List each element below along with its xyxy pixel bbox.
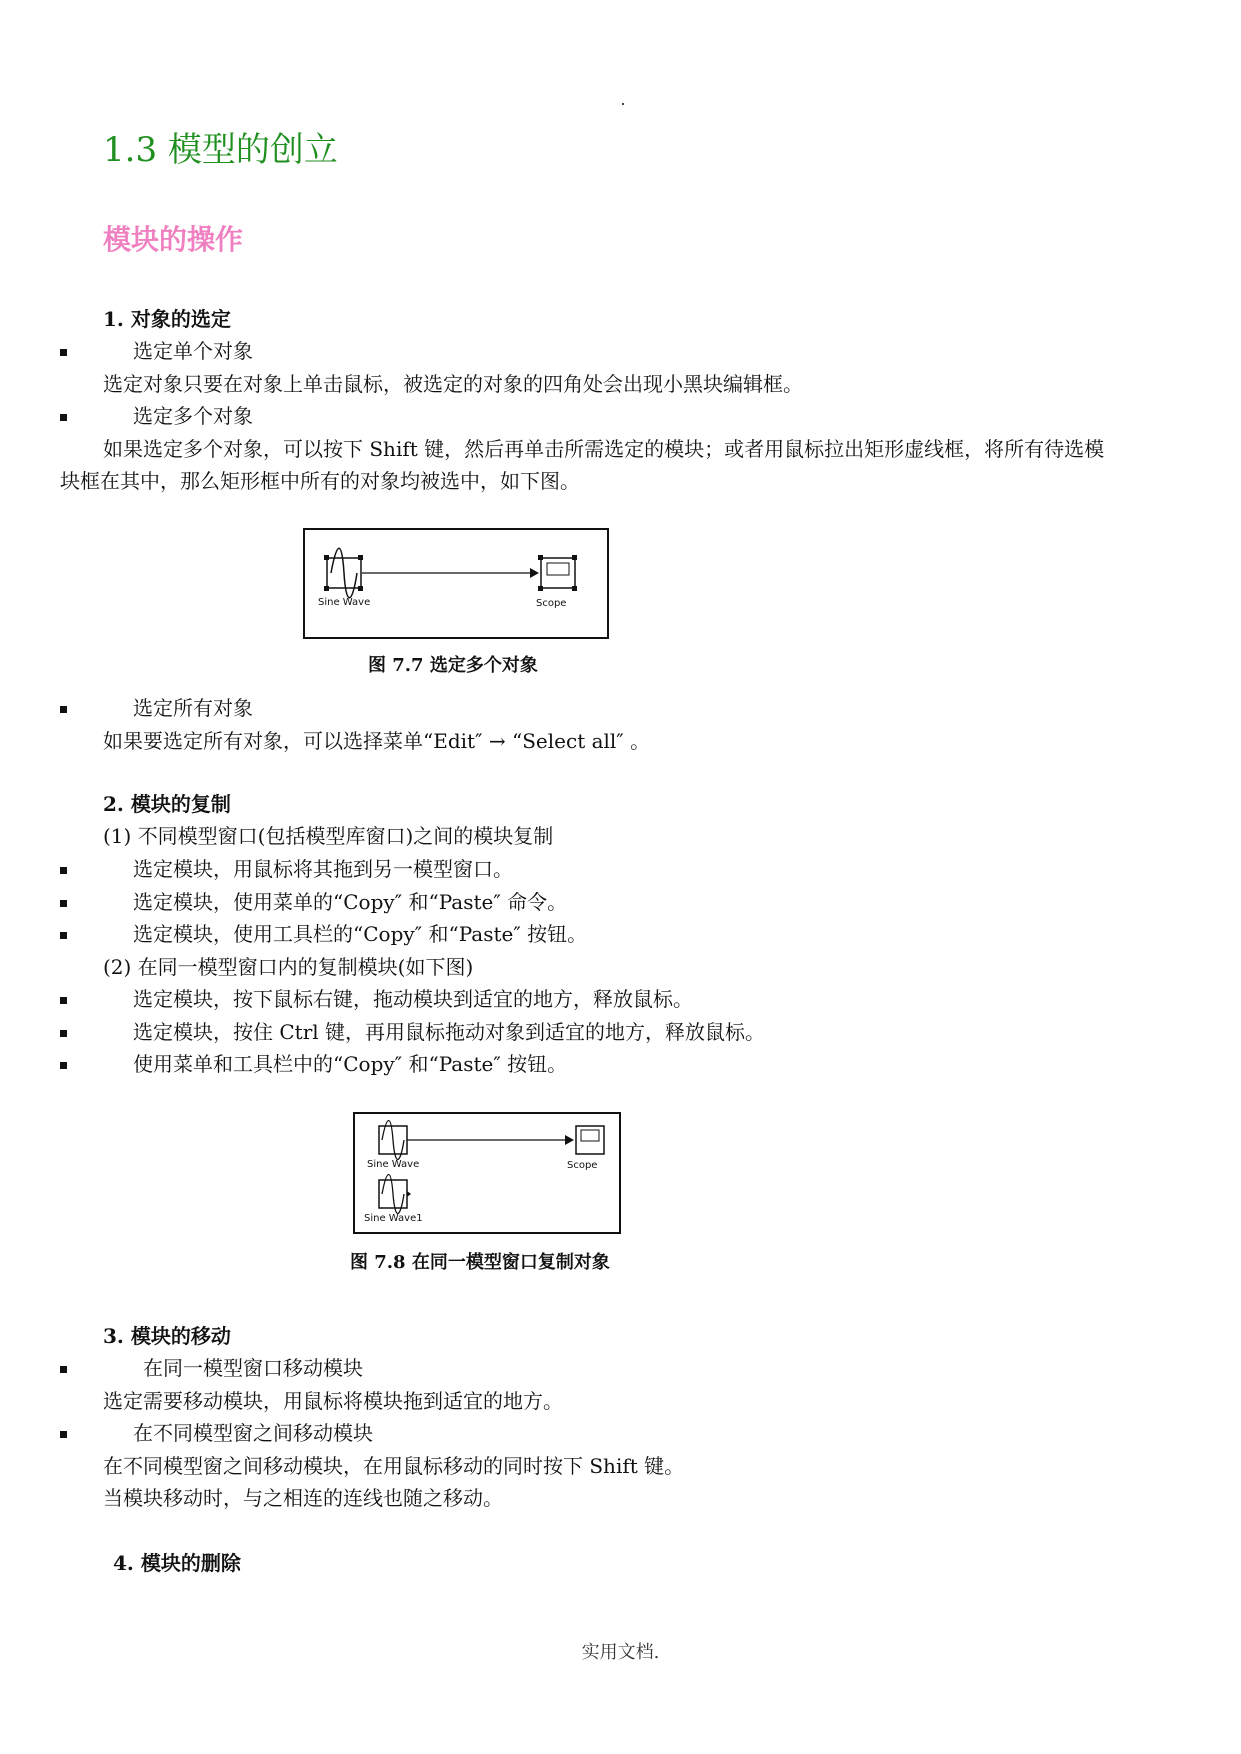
s2-title: 2. 模块的复制 <box>103 792 231 816</box>
bullet-icon <box>60 1366 67 1373</box>
header-dot <box>622 103 624 105</box>
s3-bullet-1: 在同一模型窗口移动模块 <box>143 1356 363 1380</box>
s2-item-1: 选定模块，用鼠标将其拖到另一模型窗口。 <box>133 857 513 881</box>
s2-sub-1: (1) 不同模型窗口(包括模型库窗口)之间的模块复制 <box>103 824 554 848</box>
s3-title: 3. 模块的移动 <box>103 1324 231 1348</box>
bullet-icon <box>60 997 67 1004</box>
s1-bullet-2: 选定多个对象 <box>133 404 253 428</box>
s1-para-3: 如果要选定所有对象，可以选择菜单“Edit″ → “Select all″ 。 <box>103 729 651 753</box>
s2-item-2: 选定模块，使用菜单的“Copy″ 和“Paste″ 命令。 <box>133 890 568 914</box>
bullet-icon <box>60 414 67 421</box>
s1-bullet-1: 选定单个对象 <box>133 339 253 363</box>
bullet-icon <box>60 1030 67 1037</box>
s3-para-2: 在不同模型窗之间移动模块，在用鼠标移动的同时按下 Shift 键。 <box>103 1454 685 1478</box>
bullet-icon <box>60 349 67 356</box>
fig2-label-scope: Scope <box>567 1160 598 1171</box>
s1-title: 1. 对象的选定 <box>103 307 231 331</box>
fig1-label-sine: Sine Wave <box>318 597 371 608</box>
s1-bullet-3: 选定所有对象 <box>133 696 253 720</box>
bullet-icon <box>60 867 67 874</box>
bullet-icon <box>60 900 67 907</box>
page-footer: 实用文档. <box>581 1642 660 1663</box>
s1-para-1: 选定对象只要在对象上单击鼠标，被选定的对象的四角处会出现小黑块编辑框。 <box>103 372 803 396</box>
s3-para-3: 当模块移动时，与之相连的连线也随之移动。 <box>103 1486 503 1510</box>
s3-para-1: 选定需要移动模块，用鼠标将模块拖到适宜的地方。 <box>103 1389 563 1413</box>
s1-para-2a: 如果选定多个对象，可以按下 Shift 键，然后再单击所需选定的模块；或者用鼠标拉出矩形虚线框，将所有待选模 <box>103 437 1105 461</box>
figure-7-7 <box>303 528 609 639</box>
s2-item-4: 选定模块，按下鼠标右键，拖动模块到适宜的地方，释放鼠标。 <box>133 987 693 1011</box>
section-heading: 1.3 模型的创立 <box>103 130 338 170</box>
fig1-label-scope: Scope <box>536 598 567 609</box>
s2-item-6: 使用菜单和工具栏中的“Copy″ 和“Paste″ 按钮。 <box>133 1052 568 1076</box>
s1-para-2b: 块框在其中，那么矩形框中所有的对象均被选中，如下图。 <box>60 469 580 493</box>
s2-item-3: 选定模块，使用工具栏的“Copy″ 和“Paste″ 按钮。 <box>133 922 588 946</box>
s4-title: 4. 模块的删除 <box>113 1551 241 1575</box>
subsection-heading: 模块的操作 <box>103 223 244 256</box>
figure-7-8-caption: 图 7.8 在同一模型窗口复制对象 <box>350 1252 610 1273</box>
fig2-label-sine: Sine Wave <box>367 1159 420 1170</box>
bullet-icon <box>60 932 67 939</box>
figure-7-7-caption: 图 7.7 选定多个对象 <box>368 655 538 676</box>
s3-bullet-2: 在不同模型窗之间移动模块 <box>133 1421 373 1445</box>
figure-7-8 <box>353 1112 621 1234</box>
bullet-icon <box>60 706 67 713</box>
s2-item-5: 选定模块，按住 Ctrl 键，再用鼠标拖动对象到适宜的地方，释放鼠标。 <box>133 1020 766 1044</box>
bullet-icon <box>60 1431 67 1438</box>
bullet-icon <box>60 1062 67 1069</box>
s2-sub-2: (2) 在同一模型窗口内的复制模块(如下图) <box>103 955 474 979</box>
fig2-label-sine1: Sine Wave1 <box>364 1213 423 1224</box>
